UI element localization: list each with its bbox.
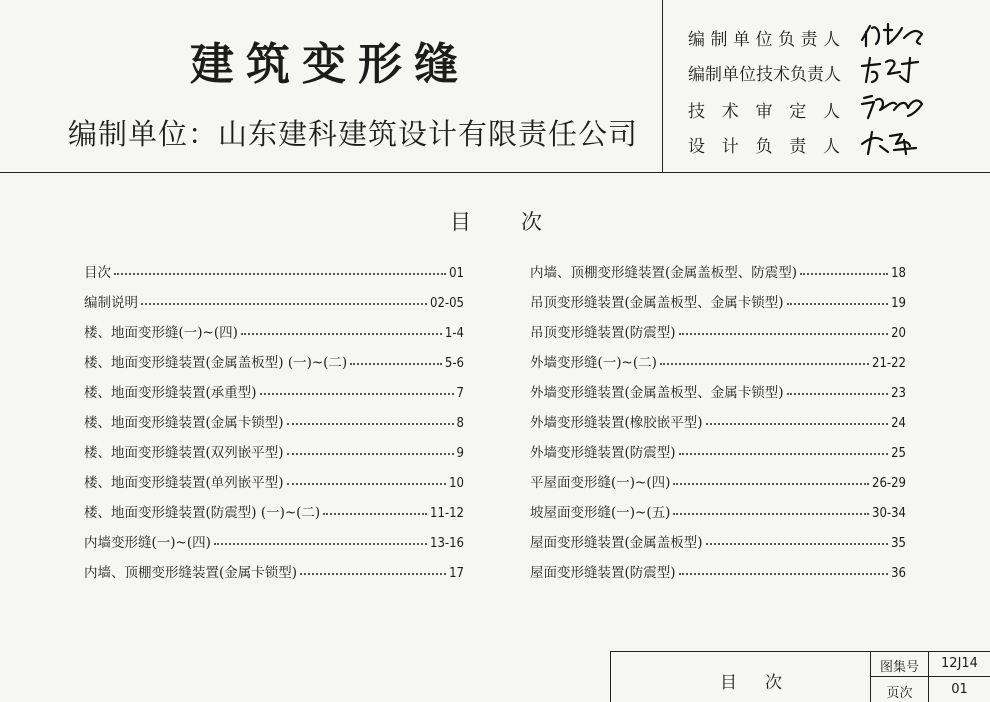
leader-dots [679, 565, 889, 575]
footer-top-rule [610, 651, 990, 652]
toc-entry[interactable] [84, 561, 464, 591]
toc-entry[interactable] [530, 381, 906, 411]
leader-dots [287, 415, 454, 425]
toc-entry-label: 编制说明 [84, 295, 138, 311]
toc-entry-page: 19 [891, 296, 906, 311]
toc-entry[interactable] [84, 381, 464, 411]
toc-entry[interactable] [84, 501, 464, 531]
toc-entry-page: 5-6 [444, 356, 464, 371]
leader-dots [214, 535, 427, 545]
toc-entry-page: 1-4 [444, 326, 464, 341]
toc-entry[interactable] [84, 291, 464, 321]
toc-entry-label: 吊顶变形缝装置(防震型) [530, 325, 676, 341]
toc-entry-label: 楼、地面变形缝装置(双列嵌平型) [84, 445, 284, 461]
role-unit-head: 编制单位负责人 [688, 30, 840, 50]
toc-entry[interactable] [530, 291, 906, 321]
leader-dots [323, 505, 427, 515]
toc-entry[interactable] [84, 441, 464, 471]
leader-dots [673, 475, 869, 485]
toc-entry[interactable] [530, 351, 906, 381]
signature-unit-head [858, 18, 928, 50]
toc-entry-label: 楼、地面变形缝装置(承重型) [84, 385, 257, 401]
signature-tech-head [858, 54, 928, 86]
toc-entry-page: 18 [891, 266, 906, 281]
toc-entry[interactable] [530, 321, 906, 351]
toc-entry-page: 13-16 [430, 536, 464, 551]
toc-entry-page: 21-22 [872, 356, 906, 371]
role-reviewer: 技术审定人 [688, 102, 840, 122]
toc-entry[interactable] [84, 531, 464, 561]
toc-entry-label: 目次 [84, 265, 111, 281]
toc-entry-label: 外墙变形缝装置(金属盖板型、金属卡锁型) [530, 385, 784, 401]
toc-entry-page: 02-05 [430, 296, 464, 311]
toc-entry[interactable] [530, 531, 906, 561]
page-title: 建筑变形缝 [190, 39, 470, 90]
toc-entry-page: 20 [891, 326, 906, 341]
leader-dots [260, 385, 454, 395]
leader-dots [673, 505, 869, 515]
toc-entry-label: 内墙、顶棚变形缝装置(金属卡锁型) [84, 565, 298, 581]
toc-entry-label: 内墙变形缝(一)~(四) [84, 535, 211, 551]
toc-entry-label: 坡屋面变形缝(一)~(五) [530, 505, 671, 521]
toc-entry-page: 7 [456, 386, 464, 401]
toc-entry[interactable] [84, 471, 464, 501]
footer-title: 目次 [720, 673, 810, 693]
leader-dots [706, 535, 889, 545]
toc-entry-page: 17 [449, 566, 464, 581]
toc-entry-label: 楼、地面变形缝装置(防震型) (一)~(二) [84, 505, 321, 521]
toc-entry-page: 10 [449, 476, 464, 491]
leader-dots [706, 415, 889, 425]
toc-entry-label: 屋面变形缝装置(防震型) [530, 565, 676, 581]
toc-entry-label: 楼、地面变形缝装置(金属盖板型) (一)~(二) [84, 355, 348, 371]
page-number-value: 01 [951, 682, 968, 697]
leader-dots [679, 325, 889, 335]
toc-entry[interactable] [530, 561, 906, 591]
toc-title: 目次 [450, 210, 592, 234]
toc-left-column [84, 261, 464, 591]
leader-dots [787, 385, 889, 395]
leader-dots [141, 295, 427, 305]
toc-entry[interactable] [530, 261, 906, 291]
leader-dots [787, 295, 889, 305]
header-bottom-rule [0, 172, 990, 173]
leader-dots [350, 355, 442, 365]
toc-entry-label: 屋面变形缝装置(金属盖板型) [530, 535, 703, 551]
leader-dots [241, 325, 442, 335]
toc-entry[interactable] [530, 441, 906, 471]
leader-dots [679, 445, 889, 455]
toc-entry-label: 吊顶变形缝装置(金属盖板型、金属卡锁型) [530, 295, 784, 311]
signature-design-head [858, 126, 928, 158]
toc-entry[interactable] [530, 411, 906, 441]
footer-left-border [610, 651, 611, 702]
atlas-number-value: 12J14 [941, 656, 978, 671]
toc-entry-page: 24 [891, 416, 906, 431]
toc-entry-label: 内墙、顶棚变形缝装置(金属盖板型、防震型) [530, 265, 798, 281]
toc-entry[interactable] [530, 501, 906, 531]
toc-entry-page: 11-12 [430, 506, 464, 521]
role-design-head: 设计负责人 [688, 137, 840, 157]
leader-dots [287, 475, 447, 485]
toc-entry-label: 外墙变形缝装置(橡胶嵌平型) [530, 415, 703, 431]
toc-entry[interactable] [84, 351, 464, 381]
page-number-label: 页次 [886, 686, 913, 701]
leader-dots [114, 265, 446, 275]
toc-entry-page: 30-34 [872, 506, 906, 521]
org-line: 编制单位：山东建科建筑设计有限责任公司 [68, 117, 639, 151]
toc-entry-label: 外墙变形缝装置(防震型) [530, 445, 676, 461]
toc-entry-page: 9 [456, 446, 464, 461]
toc-entry-label: 楼、地面变形缝装置(单列嵌平型) [84, 475, 284, 491]
toc-right-column [530, 261, 906, 591]
leader-dots [800, 265, 888, 275]
toc-entry-page: 36 [891, 566, 906, 581]
toc-entry-page: 23 [891, 386, 906, 401]
toc-entry-label: 外墙变形缝(一)~(二) [530, 355, 657, 371]
leader-dots [300, 565, 446, 575]
header-divider [662, 0, 663, 172]
atlas-number-label: 图集号 [879, 660, 919, 675]
toc-entry-page: 25 [891, 446, 906, 461]
toc-entry[interactable] [530, 471, 906, 501]
toc-entry-page: 26-29 [872, 476, 906, 491]
toc-entry[interactable] [84, 261, 464, 291]
leader-dots [287, 445, 454, 455]
toc-entry-page: 8 [456, 416, 464, 431]
toc-entry-page: 35 [891, 536, 906, 551]
toc-entry-page: 01 [449, 266, 464, 281]
toc-entry[interactable] [84, 411, 464, 441]
toc-entry[interactable] [84, 321, 464, 351]
signature-reviewer [858, 90, 928, 122]
footer-mid-rule [870, 676, 990, 677]
toc-entry-label: 楼、地面变形缝(一)~(四) [84, 325, 238, 341]
leader-dots [660, 355, 869, 365]
role-tech-head: 编制单位技术负责人 [688, 65, 841, 85]
toc-entry-label: 楼、地面变形缝装置(金属卡锁型) [84, 415, 284, 431]
toc-entry-label: 平屋面变形缝(一)~(四) [530, 475, 671, 491]
